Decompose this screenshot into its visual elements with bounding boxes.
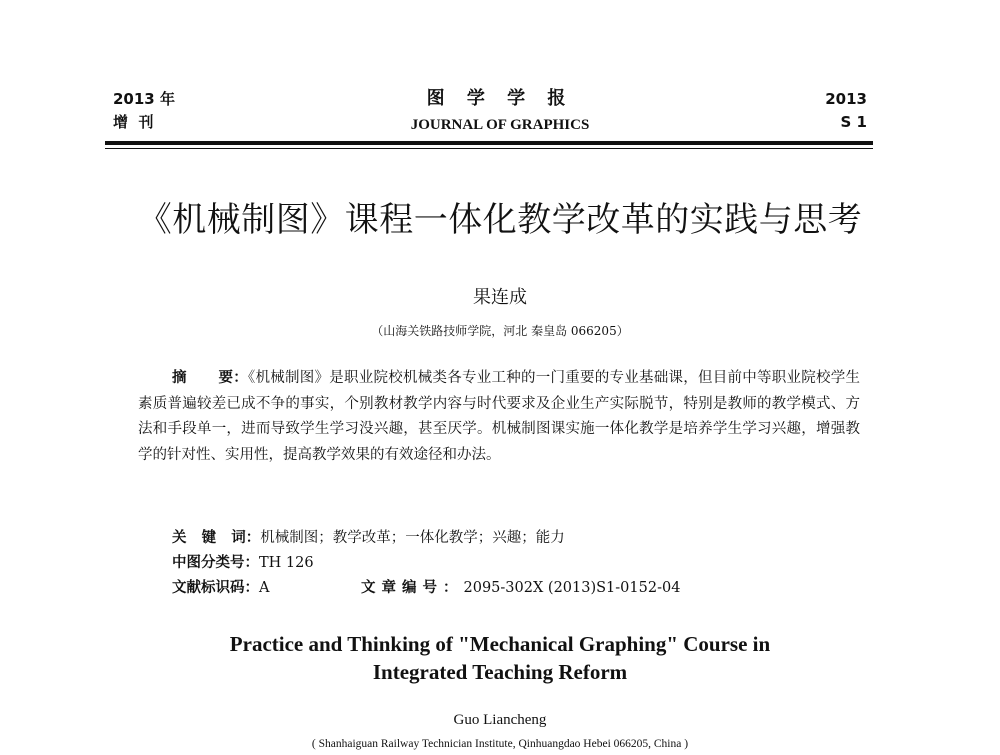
paper-title-en-line1: Practice and Thinking of "Mechanical Graphing" Course in bbox=[229, 632, 771, 656]
doc-code-label: 文献标识码： bbox=[172, 580, 259, 596]
journal-name-cn: 图 学 学 报 bbox=[426, 88, 574, 109]
header-year: 2013 bbox=[825, 90, 867, 108]
header-rule-thick bbox=[105, 141, 873, 145]
doc-code-line bbox=[172, 576, 269, 600]
author-cn: 果连成 bbox=[473, 287, 527, 308]
clc-value: TH 126 bbox=[259, 555, 314, 571]
clc-line bbox=[172, 551, 314, 575]
journal-name-en: JOURNAL OF GRAPHICS bbox=[410, 117, 590, 133]
keywords-value: 机械制图；教学改革；一体化教学；兴趣；能力 bbox=[260, 530, 565, 546]
header-year-cn: 2013 年 bbox=[113, 90, 175, 108]
author-en: Guo Liancheng bbox=[453, 712, 547, 728]
keywords-line bbox=[172, 526, 565, 550]
clc-label: 中图分类号： bbox=[172, 555, 259, 571]
article-number-value: 2095-302X (2013)S1-0152-04 bbox=[463, 580, 681, 596]
paper-title-en bbox=[0, 630, 1000, 686]
paper-title-en-line2: Integrated Teaching Reform bbox=[372, 660, 628, 684]
header-issue: S 1 bbox=[840, 113, 867, 131]
abstract-label: 摘 要： bbox=[172, 370, 249, 386]
doc-code-value: A bbox=[259, 580, 270, 596]
article-number-label: 文章编号： bbox=[361, 580, 464, 596]
keywords-label: 关 键 词： bbox=[172, 530, 261, 546]
article-number-line bbox=[361, 576, 680, 600]
abstract-cn bbox=[138, 366, 860, 468]
affiliation-en: ( Shanhaiguan Railway Technician Institute, Qinhuangdao Hebei 066205, China ) bbox=[311, 738, 689, 750]
header-rule-thin bbox=[105, 148, 873, 149]
affiliation-cn: （山海关铁路技师学院，河北 秦皇岛 066205） bbox=[371, 324, 629, 338]
header-issue-cn: 增 刊 bbox=[113, 113, 154, 131]
abstract-text: 《机械制图》是职业院校机械类各专业工种的一门重要的专业基础课，但目前中等职业院校学生素质普遍较差已成不争的事实，个别教材教学内容与时代要求及企业生产实际脱节，特别是教师的教学模式、方法和手段单一，进而导致学生学习没兴趣，甚至厌学。机械制图课实施一体化教学是培养学生学习兴趣，增强教学的针对性、实用性，提高教学效果的有效途径和办法。 bbox=[138, 370, 860, 463]
header-right bbox=[825, 88, 867, 134]
paper-title-cn: 《机械制图》课程一体化教学改革的实践与思考 bbox=[137, 200, 863, 240]
